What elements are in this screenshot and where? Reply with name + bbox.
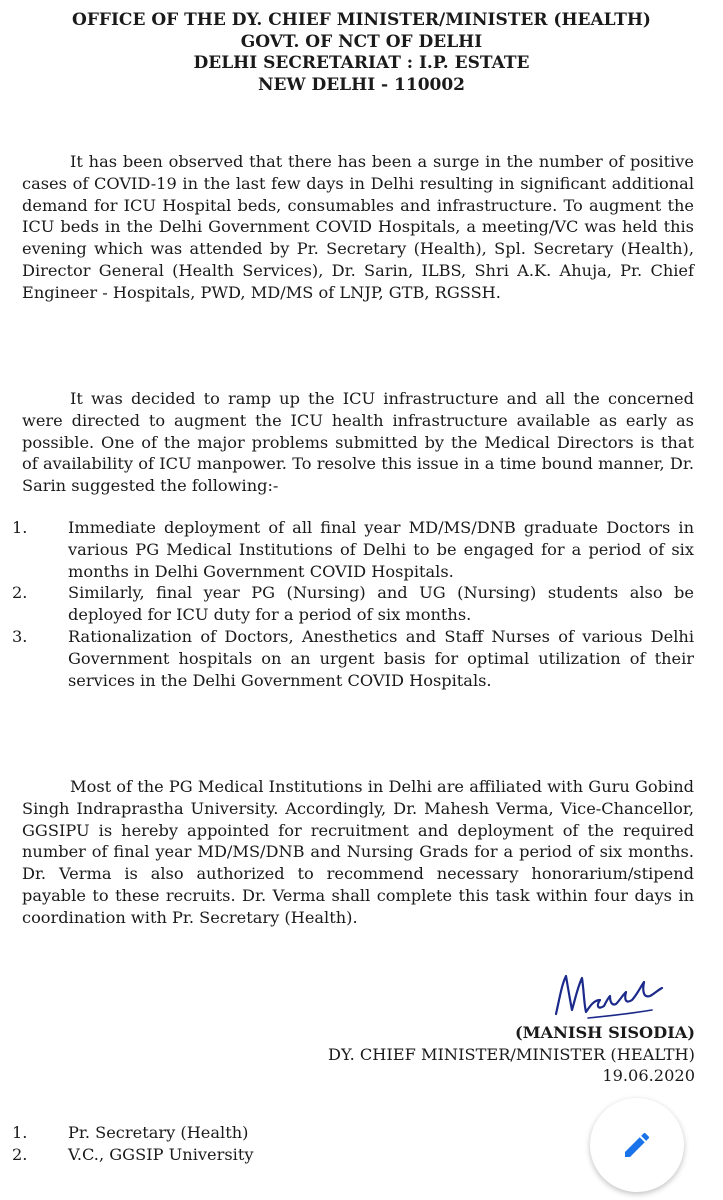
letterhead-secretariat: DELHI SECRETARIAT : I.P. ESTATE <box>193 53 530 73</box>
list-item-text: Immediate deployment of all final year MD/MS/DNB graduate Doctors in various PG Medical Institutions of Delhi to be engaged for a period of six months in Delhi Government COVID Hospitals. <box>68 518 694 581</box>
suggestions-list <box>0 517 723 691</box>
list-item-number: 1. <box>12 1123 28 1142</box>
paragraph-3: Most of the PG Medical Institutions in Delhi are affiliated with Guru Gobind Singh Indraprastha University. Accordingly, Dr. Mahesh Verma, Vice-Chancellor, GGSIPU is hereby appointed for recruitment and deployment of the required number of final year MD/MS/DNB and Nursing Grads for a period of six months. Dr. Verma is also authorized to recommend necessary honorarium/stipend payable to these recruits. Dr. Verma shall complete this task within four days in coordination with Pr. Secretary (Health). <box>22 777 694 927</box>
paragraph-2: It was decided to ramp up the ICU infrastructure and all the concerned were directed to augment the ICU health infrastructure available as early as possible. One of the major problems submitted by the Medical Directors is that of availability of ICU manpower. To resolve this issue in a time bound manner, Dr. Sarin suggested the following:- <box>22 389 694 496</box>
list-item-number: 3. <box>12 626 28 646</box>
letterhead-office: OFFICE OF THE DY. CHIEF MINISTER/MINISTER (HEALTH) <box>72 10 651 30</box>
letterhead-govt: GOVT. OF NCT OF DELHI <box>240 31 483 52</box>
list-item-text: Rationalization of Doctors, Anesthetics and Staff Nurses of various Delhi Government hospitals on an urgent basis for optimal utilization of their services in the Delhi Government COVID Hospitals. <box>68 626 694 690</box>
signatory-designation: DY. CHIEF MINISTER/MINISTER (HEALTH) <box>328 1044 695 1064</box>
list-item-number: 1. <box>12 518 28 537</box>
list-item-text: V.C., GGSIP University <box>68 1145 254 1164</box>
letterhead-city: NEW DELHI - 110002 <box>257 74 466 95</box>
signatory-name: (MANISH SISODIA) <box>514 1023 695 1042</box>
list-item-text: Similarly, final year PG (Nursing) and UG (Nursing) students also be deployed for ICU duty for a period of six months. <box>68 583 694 625</box>
list-item-number: 2. <box>12 1145 28 1164</box>
list-item <box>0 582 723 626</box>
list-item <box>0 517 723 582</box>
letterhead <box>0 10 723 96</box>
handwritten-signature <box>548 966 668 1026</box>
paragraph-1: It has been observed that there has been a surge in the number of positive cases of COVID-19 in the last few days in Delhi resulting in significant additional demand for ICU Hospital beds, consumables and infrastructure. To augment the ICU beds in the Delhi Government COVID Hospitals, a meeting/VC was held this evening which was attended by Pr. Secretary (Health), Spl. Secretary (Health), Director General (Health Services), Dr. Sarin, ILBS, Shri A.K. Ahuja, Pr. Chief Engineer - Hospitals, PWD, MD/MS of LNJP, GTB, RGSSH. <box>22 152 694 302</box>
list-item <box>0 626 723 691</box>
letter-date: 19.06.2020 <box>602 1066 695 1085</box>
pencil-edit-icon <box>621 1129 653 1161</box>
edit-button[interactable] <box>590 1098 684 1192</box>
signature-block <box>328 1022 695 1087</box>
list-item-text: Pr. Secretary (Health) <box>68 1123 249 1142</box>
list-item-number: 2. <box>12 583 28 603</box>
